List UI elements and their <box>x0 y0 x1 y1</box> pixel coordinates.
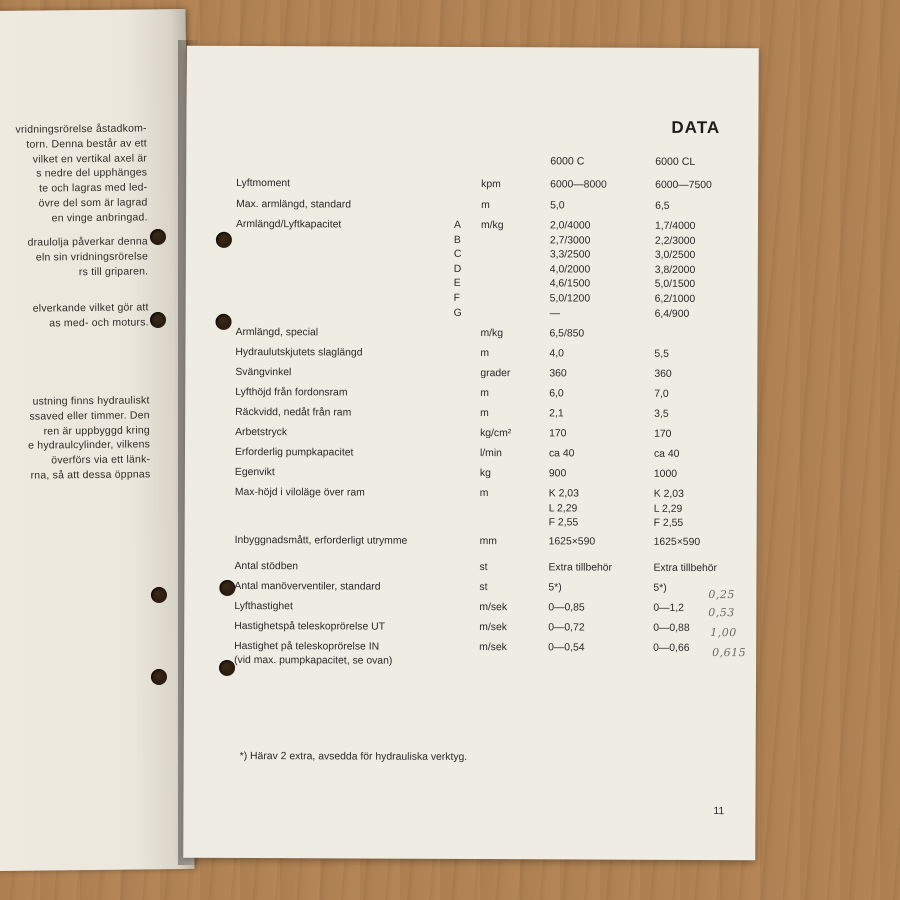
row-value-6000c: 0—0,85 <box>548 602 585 614</box>
punch-hole-right-1 <box>216 232 232 248</box>
row-value-6000cl: 1625×590 <box>653 536 701 549</box>
handwritten-note-3: 1,00 <box>710 626 737 640</box>
row-value-6000cl: 360 <box>654 368 672 380</box>
left-text-line: torn. Denna består av ett <box>26 137 147 151</box>
left-text-line: rna, så att dessa öppnas <box>30 468 151 482</box>
row-value-6000c: 5*) <box>548 582 562 594</box>
handwritten-note-1: 0,25 <box>708 588 735 602</box>
handwritten-note-2: 0,53 <box>708 606 735 620</box>
row-unit: kg <box>479 468 491 480</box>
left-text-line: vridningsrörelse åstadkom- <box>15 122 147 136</box>
row-value-6000cl: 170 <box>654 428 672 440</box>
row-unit: st <box>479 562 488 574</box>
arm-capacity-6000c: — <box>549 307 561 319</box>
arm-capacity-6000cl: 1,7/4000 <box>654 220 696 232</box>
row-label: Max. armlängd, standard <box>236 198 352 211</box>
row-value-6000cl: Extra tillbehör <box>653 562 718 575</box>
row-unit: grader <box>480 368 511 380</box>
row-value-6000c: 5,0 <box>550 200 565 212</box>
row-unit: m <box>480 388 489 400</box>
row-label: Arbetstryck <box>235 426 288 439</box>
left-text-line: s nedre del upphänges <box>36 166 148 180</box>
row-label: Egenvikt <box>234 466 275 479</box>
left-text-line: eln sin vridningsrörelse <box>35 250 149 264</box>
left-text-block-1 <box>0 121 148 226</box>
arm-letter: D <box>453 263 462 275</box>
left-text-line: vilket en vertikal axel är <box>32 151 148 166</box>
row-unit: kg/cm² <box>480 428 512 440</box>
row-value-6000cl: 7,0 <box>654 388 669 400</box>
row-unit: m/kg <box>480 220 504 232</box>
left-text-line: as med- och moturs. <box>49 316 149 330</box>
row-sub-label: (vid max. pumpkapacitet, se ovan) <box>234 654 393 667</box>
arm-capacity-6000c: 5,0/1200 <box>549 293 591 305</box>
row-value-6000c: 6,5/850 <box>549 328 585 340</box>
arm-capacity-6000cl: 6,2/1000 <box>654 293 696 305</box>
row-label: Hydraulutskjutets slaglängd <box>235 346 363 359</box>
row-unit: mm <box>479 536 497 548</box>
row-unit: kpm <box>481 179 501 191</box>
row-label: Max-höjd i viloläge över ram <box>234 486 365 499</box>
page-title: DATA <box>671 117 721 138</box>
row-value-6000cl: 5,5 <box>654 348 669 360</box>
column-header-6000cl: 6000 CL <box>655 155 696 168</box>
left-text-line: ren är uppbyggd kring <box>43 423 150 438</box>
arm-capacity-6000cl: 2,2/3000 <box>654 235 696 247</box>
punch-hole-left-3 <box>151 587 167 603</box>
left-text-block-2 <box>0 234 148 280</box>
row-value-6000cl: 3,5 <box>654 408 669 420</box>
left-text-line: ssaved eller timmer. Den <box>29 409 150 423</box>
footnote: *) Härav 2 extra, avsedda för hydrauliska verktyg. <box>239 750 468 763</box>
row-label: Räckvidd, nedåt från ram <box>235 406 352 419</box>
max-height-6000c: F 2,55 <box>548 517 579 529</box>
left-text-line: en vinge anbringad. <box>51 211 148 225</box>
max-height-6000c: L 2,29 <box>548 502 578 515</box>
arm-capacity-6000cl: 6,4/900 <box>654 308 690 320</box>
row-unit: m <box>480 408 489 420</box>
left-text-line: elverkande vilket gör att <box>32 301 149 315</box>
row-unit: m <box>479 488 489 500</box>
row-label: Hastighet på teleskoprörelse IN <box>234 640 380 653</box>
row-label: Lyftmoment <box>236 177 291 190</box>
row-value-6000c: 360 <box>549 368 567 380</box>
row-value-6000c: 4,0 <box>549 348 564 360</box>
arm-letter: G <box>453 307 462 319</box>
arm-letter: B <box>453 234 461 246</box>
right-page <box>183 46 759 860</box>
max-height-6000cl: L 2,29 <box>653 503 683 515</box>
left-page <box>0 9 194 871</box>
row-label: Antal manöverventiler, standard <box>234 580 381 593</box>
arm-letter: A <box>453 219 461 231</box>
punch-hole-right-4 <box>219 660 235 676</box>
row-unit: m <box>481 200 490 212</box>
row-value-6000c: 900 <box>548 468 567 480</box>
punch-hole-right-3 <box>219 580 235 596</box>
row-unit: st <box>479 582 488 594</box>
punch-hole-left-2 <box>150 312 166 328</box>
arm-capacity-6000cl: 5,0/1500 <box>654 279 696 291</box>
row-value-6000cl: ca 40 <box>653 448 680 460</box>
row-label: Hastighetspå teleskoprörelse UT <box>234 620 386 633</box>
punch-hole-left-4 <box>151 669 167 685</box>
arm-capacity-6000c: 2,0/4000 <box>549 220 591 232</box>
row-label: Antal stödben <box>234 560 299 573</box>
row-unit: m/sek <box>479 642 507 654</box>
arm-capacity-6000cl: 3,8/2000 <box>654 264 696 276</box>
max-height-6000c: K 2,03 <box>548 488 579 500</box>
row-value-6000cl: 0—0,88 <box>653 622 690 634</box>
row-value-6000cl: 1000 <box>653 468 678 480</box>
row-label: Armlängd/Lyftkapacitet <box>235 218 342 231</box>
column-header-6000c: 6000 C <box>550 155 585 168</box>
row-value-6000cl: 0—0,66 <box>653 642 690 654</box>
row-value-6000cl: 5*) <box>653 582 667 594</box>
row-value-6000c: 0—0,54 <box>548 642 585 654</box>
row-value-6000c: ca 40 <box>548 448 575 460</box>
row-value-6000c: Extra tillbehör <box>548 562 613 574</box>
arm-letter: E <box>453 278 461 290</box>
handwritten-note-4: 0,615 <box>712 646 747 660</box>
row-label: Erforderlig pumpkapacitet <box>234 446 354 459</box>
row-unit: m <box>480 348 490 360</box>
row-value-6000c: 2,1 <box>549 408 564 420</box>
row-value-6000cl: 6,5 <box>655 200 670 212</box>
row-label: Lyfthöjd från fordonsram <box>235 386 348 399</box>
arm-letter: C <box>453 249 462 261</box>
row-value-6000cl: 6000—7500 <box>655 179 712 192</box>
page-number: 11 <box>713 806 725 818</box>
row-value-6000c: 170 <box>549 428 567 440</box>
arm-capacity-6000cl: 3,0/2500 <box>654 249 696 262</box>
arm-capacity-6000c: 4,0/2000 <box>549 264 591 276</box>
left-text-line: te och lagras med led- <box>39 181 148 195</box>
left-text-line: överförs via ett länk- <box>51 453 151 467</box>
row-unit: l/min <box>479 448 502 460</box>
row-unit: m/kg <box>480 328 504 340</box>
row-unit: m/sek <box>479 622 507 634</box>
row-value-6000c: 6000—8000 <box>550 179 607 191</box>
row-unit: m/sek <box>479 602 508 614</box>
max-height-6000cl: F 2,55 <box>653 517 684 530</box>
punch-hole-left-1 <box>150 229 166 245</box>
row-label: Lyfthastighet <box>234 600 293 613</box>
left-text-line: e hydraulcylinder, vilkens <box>28 438 151 453</box>
punch-hole-right-2 <box>216 314 232 330</box>
arm-letter: F <box>453 292 461 304</box>
arm-capacity-6000c: 3,3/2500 <box>549 249 591 261</box>
left-text-line: rs till griparen. <box>78 264 149 278</box>
row-value-6000c: 0—0,72 <box>548 622 585 634</box>
arm-capacity-6000c: 2,7/3000 <box>549 234 591 247</box>
left-text-line: ustning finns hydrauliskt <box>32 394 150 408</box>
left-text-block-3 <box>0 300 149 331</box>
max-height-6000cl: K 2,03 <box>653 488 684 500</box>
row-value-6000cl: 0—1,2 <box>653 602 684 614</box>
row-label: Svängvinkel <box>235 366 292 379</box>
row-label: Inbyggnadsmått, erforderligt utrymme <box>234 534 408 547</box>
left-text-line: övre del som är lagrad <box>38 196 148 210</box>
row-value-6000c: 1625×590 <box>548 536 596 548</box>
arm-capacity-6000c: 4,6/1500 <box>549 278 591 290</box>
row-label: Armlängd, special <box>235 326 319 339</box>
row-value-6000c: 6,0 <box>549 388 564 400</box>
left-text-line: draulolja påverkar denna <box>27 235 148 249</box>
left-text-block-4 <box>0 393 150 483</box>
